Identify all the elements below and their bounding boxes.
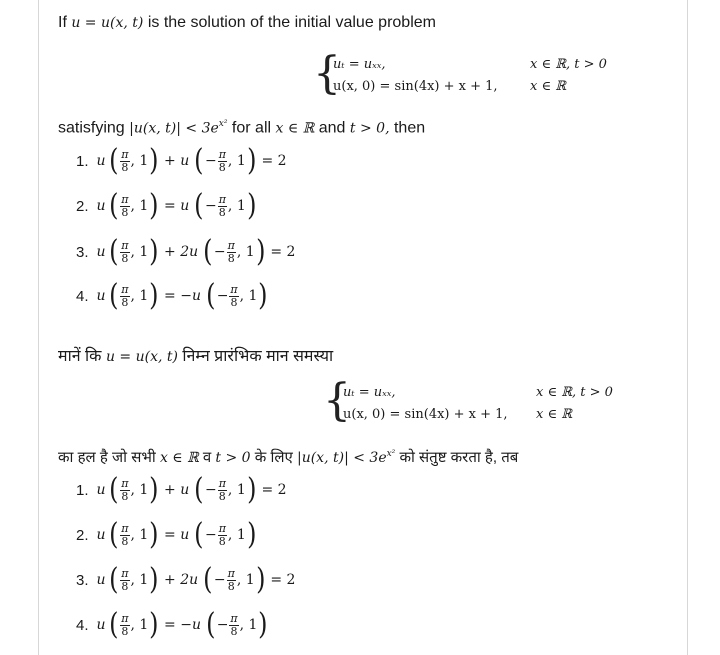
u-symbol: u xyxy=(96,482,106,498)
hindi-condition-line xyxy=(58,447,518,467)
minus-sign: − xyxy=(204,198,217,214)
option-operator: = −u xyxy=(164,617,201,633)
fraction-num: π xyxy=(121,192,129,206)
arg-second: , 1 xyxy=(227,153,246,169)
option-operator: + u xyxy=(164,153,190,169)
option-number: 3. xyxy=(76,243,89,261)
option-operator: + 2u xyxy=(164,572,199,588)
option-number: 2. xyxy=(76,526,89,544)
fraction-den: 8 xyxy=(121,295,129,309)
fraction-den: 8 xyxy=(218,489,226,503)
en-option-1: 1. u ( $\frac{\pi}{8}$ , 1 ) + u ( − $\frac{\pi}{8}$ , 1 ) = 2 xyxy=(76,143,287,178)
hi-option-1: 1. u ( $\frac{\pi}{8}$ , 1 ) + u ( − $\frac{\pi}{8}$ , 1 ) = 2 xyxy=(76,472,287,507)
fraction-den: 8 xyxy=(227,579,235,593)
fraction xyxy=(120,194,129,219)
u-symbol: u xyxy=(96,153,106,169)
en-option-3: 3. u ( $\frac{\pi}{8}$ , 1 ) + 2u ( − $\frac{\pi}{8}$ , 1 ) = 2 xyxy=(76,234,296,269)
hindi-line-post: को संतुष्ट करता है, तब xyxy=(399,449,519,466)
fraction-num: π xyxy=(218,476,226,490)
arg-second: , 1 xyxy=(130,482,149,498)
arg-second: , 1 xyxy=(239,288,258,304)
minus-sign: − xyxy=(213,244,226,260)
fraction xyxy=(229,613,238,638)
minus-sign: − xyxy=(204,482,217,498)
u-symbol: u xyxy=(96,617,106,633)
option-operator: + 2u xyxy=(164,244,199,260)
fraction-den: 8 xyxy=(227,251,235,265)
fraction xyxy=(227,568,236,593)
system-eq2: u(x, 0) = sin(4x) + x + 1, xyxy=(333,79,498,94)
satisfy-exp: x² xyxy=(218,119,228,129)
en-option-4: 4. u ( $\frac{\pi}{8}$ , 1 ) = −u ( − $\frac{\pi}{8}$ , 1 ) xyxy=(76,278,269,313)
fraction-den: 8 xyxy=(121,579,129,593)
fraction xyxy=(218,149,227,174)
arg-second: , 1 xyxy=(130,198,149,214)
fraction-num: π xyxy=(121,476,129,490)
arg-second: , 1 xyxy=(130,153,149,169)
minus-sign: − xyxy=(216,617,229,633)
hindi-line-pre: का हल है जो सभी xyxy=(58,449,156,466)
intro-line xyxy=(58,14,436,32)
fraction xyxy=(120,568,129,593)
satisfy-math3: t > 0, xyxy=(349,120,390,137)
u-symbol: u xyxy=(96,572,106,588)
fraction xyxy=(120,478,129,503)
fraction-den: 8 xyxy=(121,489,129,503)
u-symbol: u xyxy=(96,244,106,260)
u-symbol: u xyxy=(96,198,106,214)
option-rhs: = 2 xyxy=(270,572,296,588)
hindi-intro-math: u = u(x, t) xyxy=(105,349,178,365)
hindi-line-math2: t > 0 xyxy=(215,450,251,466)
option-rhs: = 2 xyxy=(261,153,287,169)
fraction-num: π xyxy=(121,147,129,161)
fraction-den: 8 xyxy=(218,205,226,219)
satisfy-line xyxy=(58,119,425,137)
fraction-num: π xyxy=(230,282,238,296)
hi-option-2: 2. u ( $\frac{\pi}{8}$ , 1 ) = u ( − $\frac{\pi}{8}$ , 1 ) xyxy=(76,517,257,552)
arg-second: , 1 xyxy=(236,244,255,260)
fraction-den: 8 xyxy=(230,624,238,638)
hindi-line-exp: x² xyxy=(386,449,396,459)
hindi-intro-pre: मानें कि xyxy=(58,348,102,365)
fraction-num: π xyxy=(218,192,226,206)
fraction xyxy=(227,240,236,265)
fraction-num: π xyxy=(230,611,238,625)
satisfy-mid: for all xyxy=(231,119,272,137)
system-eq1: uₜ = uₓₓ, xyxy=(333,57,386,72)
arg-second: , 1 xyxy=(236,572,255,588)
arg-second: , 1 xyxy=(227,198,246,214)
satisfy-post: then xyxy=(393,119,426,137)
fraction-den: 8 xyxy=(121,160,129,174)
minus-sign: − xyxy=(213,572,226,588)
option-rhs: = 2 xyxy=(261,482,287,498)
fraction xyxy=(218,478,227,503)
fraction-num: π xyxy=(121,238,129,252)
option-number: 2. xyxy=(76,197,89,215)
minus-sign: − xyxy=(204,153,217,169)
intro-post: is the solution of the initial value problem xyxy=(147,14,436,31)
fraction-den: 8 xyxy=(218,160,226,174)
fraction-num: π xyxy=(218,147,226,161)
hi-option-4: 4. u ( $\frac{\pi}{8}$ , 1 ) = −u ( − $\frac{\pi}{8}$ , 1 ) xyxy=(76,607,269,642)
hi-option-3: 3. u ( $\frac{\pi}{8}$ , 1 ) + 2u ( − $\frac{\pi}{8}$ , 1 ) = 2 xyxy=(76,562,296,597)
fraction xyxy=(120,613,129,638)
satisfy-math2: x ∈ ℝ xyxy=(275,120,315,137)
fraction xyxy=(218,523,227,548)
fraction xyxy=(120,284,129,309)
option-operator: + u xyxy=(164,482,190,498)
fraction xyxy=(229,284,238,309)
arg-second: , 1 xyxy=(130,572,149,588)
fraction-num: π xyxy=(218,521,226,535)
hindi-line-math3: |u(x, t)| < 3e xyxy=(296,450,387,466)
option-number: 1. xyxy=(76,481,89,499)
intro-math: u = u(x, t) xyxy=(71,15,144,31)
en-option-2: 2. u ( $\frac{\pi}{8}$ , 1 ) = u ( − $\frac{\pi}{8}$ , 1 ) xyxy=(76,188,257,223)
fraction-den: 8 xyxy=(121,205,129,219)
arg-second: , 1 xyxy=(227,482,246,498)
fraction-den: 8 xyxy=(121,624,129,638)
option-number: 4. xyxy=(76,287,89,305)
fraction-den: 8 xyxy=(230,295,238,309)
arg-second: , 1 xyxy=(130,527,149,543)
fraction-num: π xyxy=(121,282,129,296)
fraction-num: π xyxy=(121,566,129,580)
satisfy-math: |u(x, t)| < 3e xyxy=(129,120,219,137)
question-panel xyxy=(38,0,688,655)
satisfy-pre: satisfying xyxy=(58,119,125,137)
option-operator: = u xyxy=(164,527,190,543)
hindi-intro-post: निम्न प्रारंभिक मान समस्या xyxy=(182,348,334,365)
minus-sign: − xyxy=(204,527,217,543)
minus-sign: − xyxy=(216,288,229,304)
system-brace: { xyxy=(313,48,341,99)
fraction-den: 8 xyxy=(218,534,226,548)
option-number: 3. xyxy=(76,571,89,589)
hindi-line-mid: के लिए xyxy=(254,449,293,466)
option-operator: = −u xyxy=(164,288,201,304)
intro-pre: If xyxy=(58,14,67,31)
hindi-line-va: व xyxy=(202,449,212,466)
hindi-system-brace: { xyxy=(323,375,351,426)
hindi-system-cond2: x ∈ ℝ xyxy=(536,407,573,422)
hindi-intro-line xyxy=(58,344,333,366)
arg-second: , 1 xyxy=(130,617,149,633)
fraction xyxy=(120,523,129,548)
u-symbol: u xyxy=(96,527,106,543)
system-cond1: x ∈ ℝ, t > 0 xyxy=(530,57,607,72)
fraction xyxy=(218,194,227,219)
fraction-den: 8 xyxy=(121,251,129,265)
hindi-system-eq2: u(x, 0) = sin(4x) + x + 1, xyxy=(343,407,508,422)
option-rhs: = 2 xyxy=(270,244,296,260)
hindi-system-cond1: x ∈ ℝ, t > 0 xyxy=(536,385,613,400)
fraction-num: π xyxy=(121,611,129,625)
option-number: 1. xyxy=(76,152,89,170)
fraction xyxy=(120,149,129,174)
arg-second: , 1 xyxy=(130,244,149,260)
fraction-den: 8 xyxy=(121,534,129,548)
hindi-system-eq1: uₜ = uₓₓ, xyxy=(343,385,396,400)
fraction-num: π xyxy=(227,238,235,252)
satisfy-and: and xyxy=(318,119,346,137)
hindi-line-math1: x ∈ ℝ xyxy=(159,450,199,466)
arg-second: , 1 xyxy=(239,617,258,633)
fraction xyxy=(120,240,129,265)
option-number: 4. xyxy=(76,616,89,634)
arg-second: , 1 xyxy=(130,288,149,304)
system-cond2: x ∈ ℝ xyxy=(530,79,567,94)
fraction-num: π xyxy=(227,566,235,580)
u-symbol: u xyxy=(96,288,106,304)
arg-second: , 1 xyxy=(227,527,246,543)
fraction-num: π xyxy=(121,521,129,535)
option-operator: = u xyxy=(164,198,190,214)
